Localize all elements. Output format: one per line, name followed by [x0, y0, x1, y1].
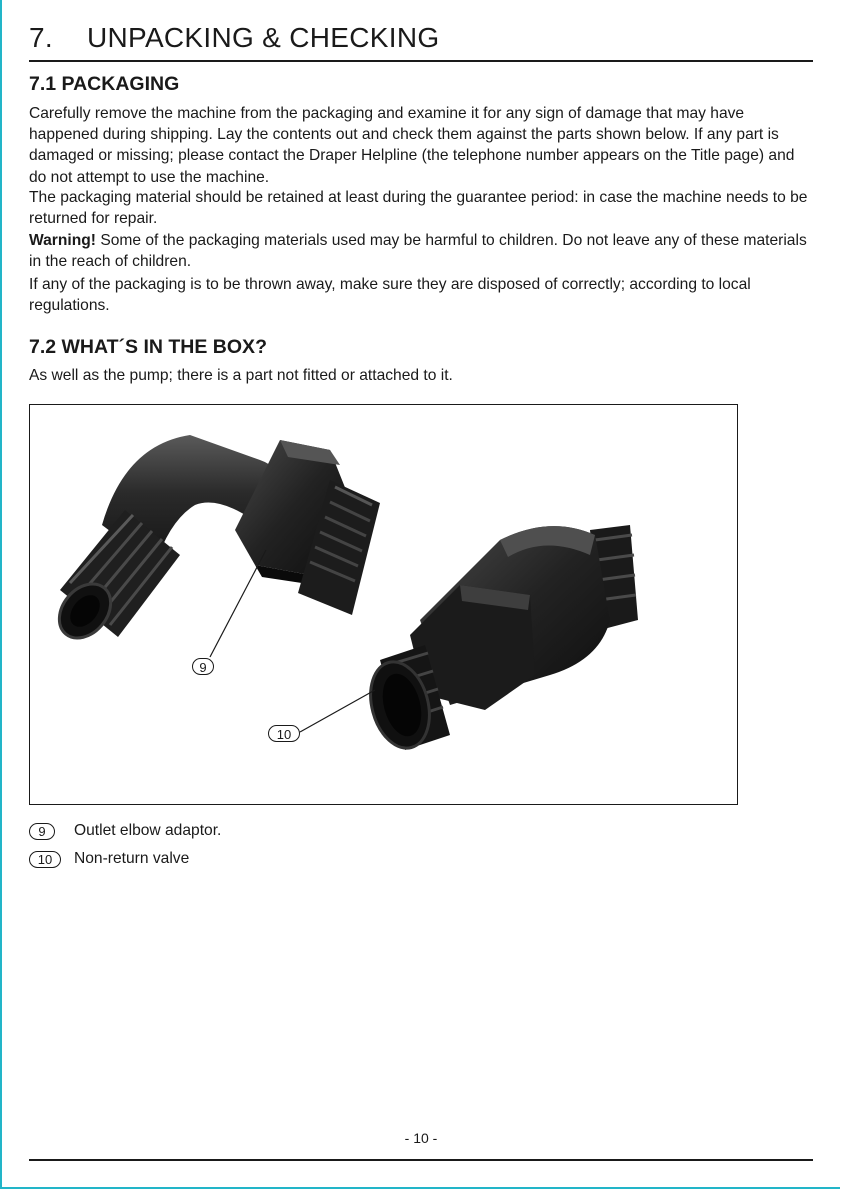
- whats-in-box-intro: As well as the pump; there is a part not fitted or attached to it.: [29, 367, 453, 384]
- chapter-number: 7.: [29, 22, 53, 53]
- non-return-valve-image: [362, 525, 638, 755]
- leader-line-9: [210, 550, 266, 657]
- legend-badge-9: 9: [29, 823, 55, 840]
- chapter-title: [29, 22, 439, 54]
- callout-10: 10: [268, 725, 300, 742]
- packaging-warning-paragraph: [29, 230, 815, 272]
- header-rule: [29, 60, 813, 62]
- chapter-title-text: UNPACKING & CHECKING: [87, 22, 440, 53]
- elbow-adaptor-image: [49, 435, 380, 648]
- footer-rule: [29, 1159, 813, 1161]
- page-number: - 10 -: [404, 1130, 438, 1146]
- callout-9: 9: [192, 658, 214, 675]
- legend-text-9: Outlet elbow adaptor.: [74, 822, 222, 839]
- section-heading-whats-in-box: 7.2 WHAT´S IN THE BOX?: [29, 336, 267, 358]
- packaging-paragraph-2: The packaging material should be retained at least during the guarantee period: in case the machine needs to be returned for repair.: [29, 189, 808, 228]
- parts-figure: [29, 404, 738, 805]
- legend-badge-10: 10: [29, 851, 61, 868]
- legend-text-10: Non-return valve: [74, 850, 190, 867]
- packaging-paragraph-1: Carefully remove the machine from the packaging and examine it for any sign of damage that may have happened during shipping. Lay the contents out and check them against the parts shown below. If any part is damaged or missing; please contact the Draper Helpline (the telephone number appears on the Title page) and do not attempt to use the machine.: [29, 105, 795, 186]
- warning-label: Warning!: [29, 232, 96, 249]
- leader-line-10: [300, 690, 375, 732]
- warning-text: Some of the packaging materials used may be harmful to children. Do not leave any of these materials in the reach of children.: [29, 232, 807, 271]
- section-heading-packaging: 7.1 PACKAGING: [29, 73, 180, 95]
- parts-photo: [30, 405, 738, 805]
- packaging-paragraph-4: If any of the packaging is to be thrown away, make sure they are disposed of correctly; according to local regulations.: [29, 276, 751, 315]
